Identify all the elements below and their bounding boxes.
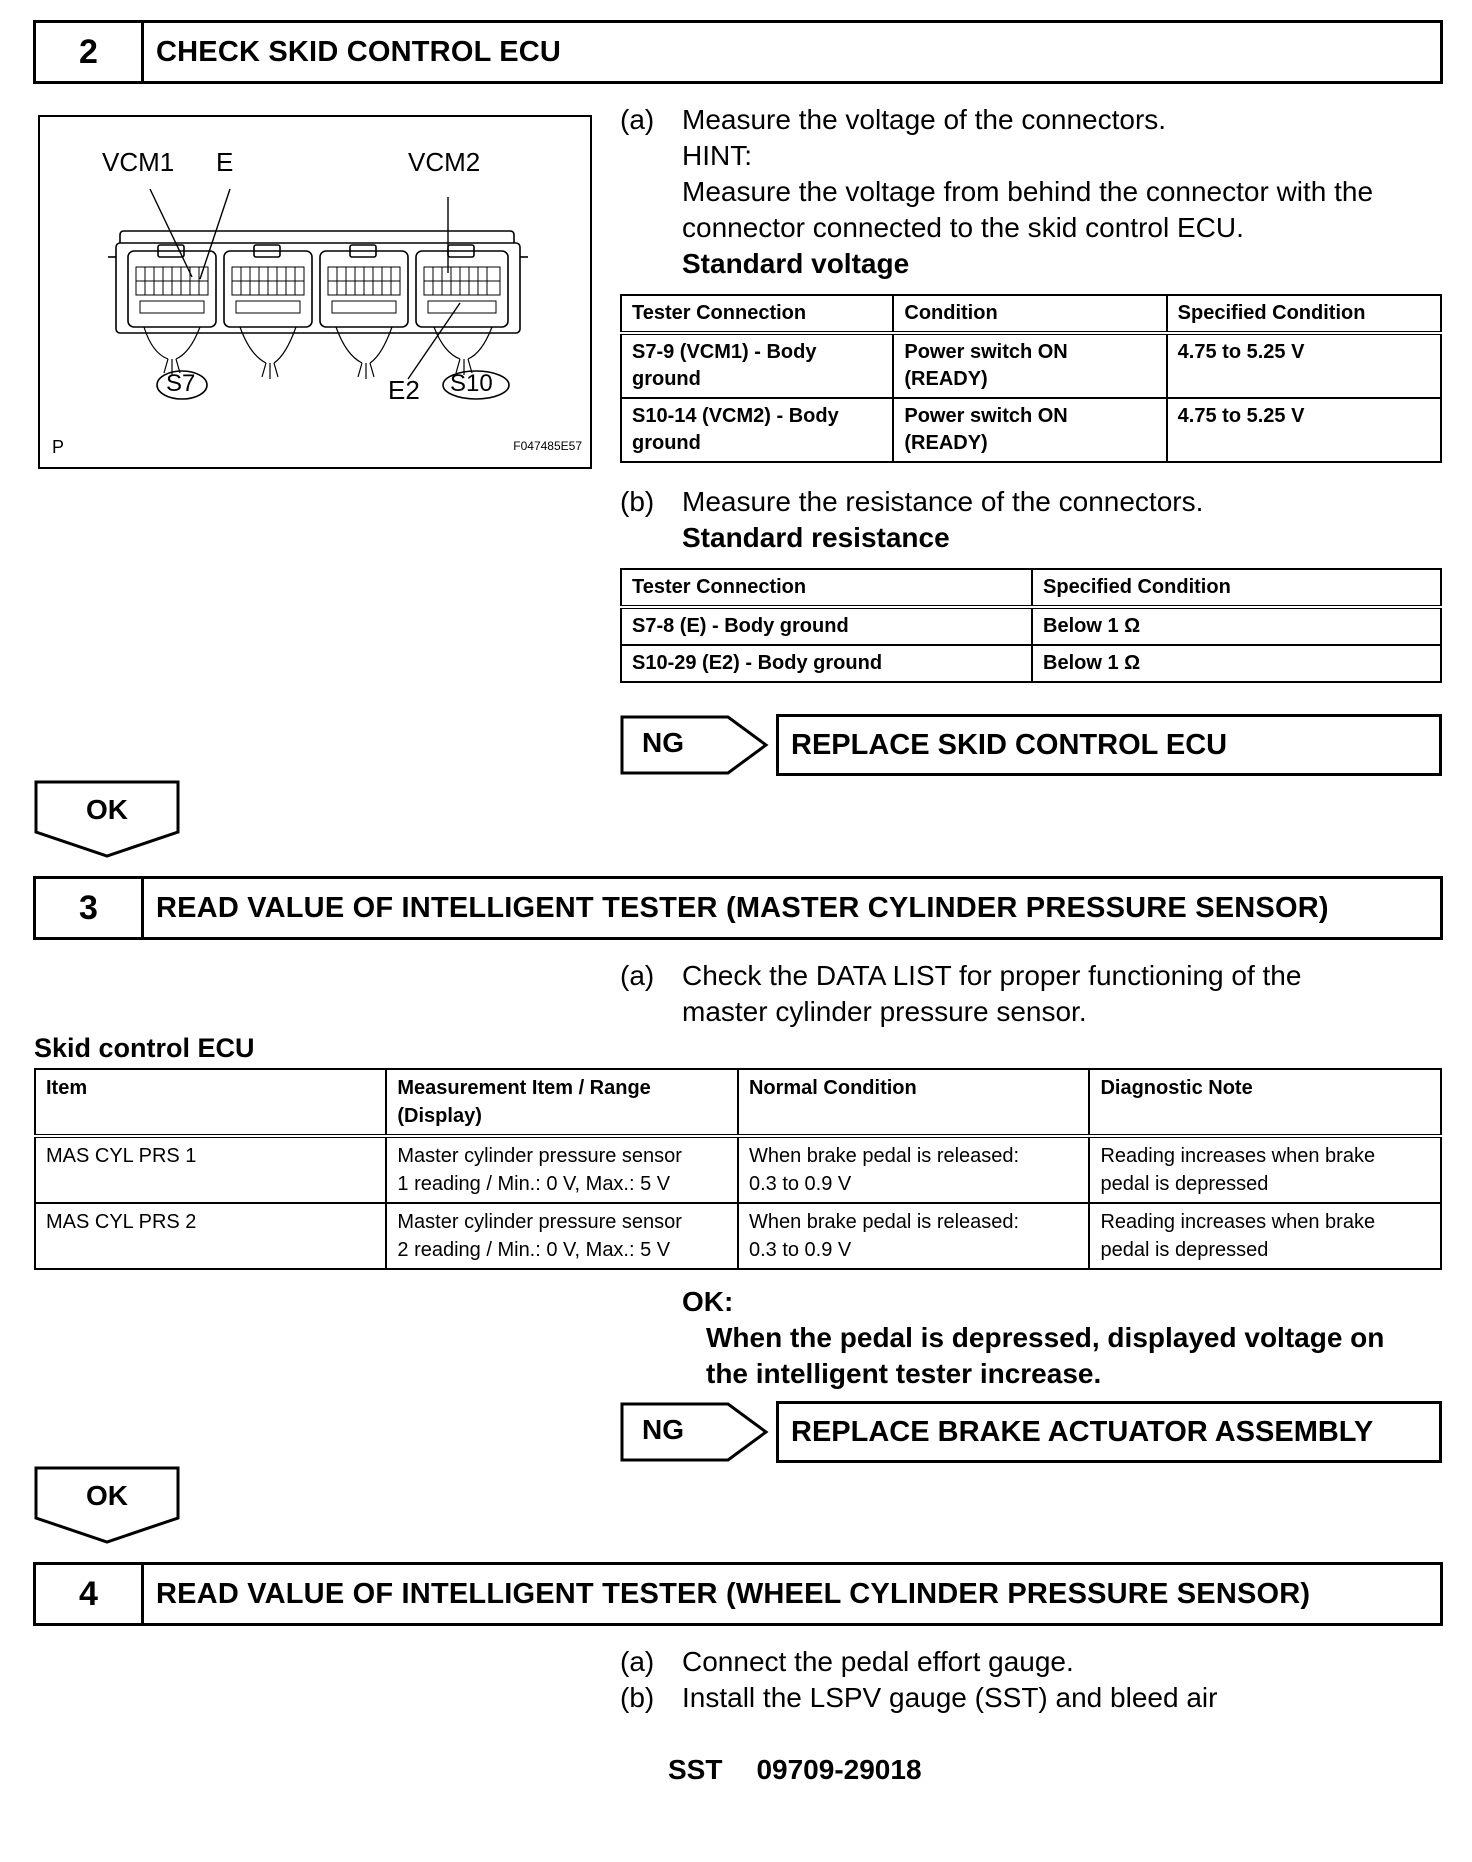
- cell: 0.3 to 0.9 V: [748, 1239, 852, 1261]
- cell: Power switch ON: [904, 341, 1068, 363]
- ok-indicator: [34, 780, 180, 858]
- table-row: [35, 1136, 1441, 1203]
- table-row: [621, 398, 1441, 462]
- cell: S7-8 (E) - Body ground: [621, 607, 1032, 645]
- voltage-table: [620, 294, 1442, 463]
- col-header: Normal Condition: [738, 1069, 1090, 1136]
- label-vcm1: VCM1: [102, 147, 175, 177]
- cell: Reading increases when brake: [1100, 1145, 1376, 1167]
- step2-b: [620, 484, 1203, 520]
- cell: 0.3 to 0.9 V: [748, 1173, 852, 1195]
- item-label: (b): [620, 1682, 655, 1713]
- col-header: Condition: [893, 295, 1166, 333]
- figure-code: F047485E57: [513, 439, 582, 453]
- col-header: Item: [35, 1069, 386, 1136]
- cell: pedal is depressed: [1100, 1239, 1269, 1261]
- table-caption: Skid control ECU: [34, 1033, 255, 1063]
- cell: 4.75 to 5.25 V: [1167, 333, 1441, 398]
- hint-line-1: Measure the voltage from behind the connector with the: [682, 176, 1374, 207]
- label-s7: S7: [166, 370, 196, 397]
- ok-heading: OK:: [682, 1286, 734, 1317]
- ok-line-2: the intelligent tester increase.: [706, 1358, 1102, 1389]
- cell: Below 1 Ω: [1032, 645, 1441, 682]
- step-title: CHECK SKID CONTROL ECU: [156, 35, 562, 68]
- cell: ground: [632, 432, 701, 454]
- item-label: (b): [620, 486, 655, 517]
- cell: S10-14 (VCM2) - Body: [632, 405, 839, 427]
- cell: When brake pedal is released:: [748, 1145, 1020, 1167]
- sst-label: SST: [668, 1754, 723, 1785]
- cell: Below 1 Ω: [1032, 607, 1441, 645]
- resistance-table: [620, 568, 1442, 683]
- step4-a: [620, 1644, 1074, 1680]
- step4-b: [620, 1680, 1217, 1716]
- standard-voltage-heading: Standard voltage: [682, 248, 910, 279]
- cell: 1 reading / Min.: 0 V, Max.: 5 V: [397, 1173, 671, 1195]
- standard-resistance-heading: Standard resistance: [682, 522, 950, 553]
- cell: S7-9 (VCM1) - Body: [632, 341, 817, 363]
- step-number: 2: [36, 23, 144, 81]
- cell: Master cylinder pressure sensor: [397, 1211, 682, 1233]
- cell: (READY): [904, 432, 988, 454]
- cell: S10-29 (E2) - Body ground: [621, 645, 1032, 682]
- step-title: READ VALUE OF INTELLIGENT TESTER (WHEEL CYLINDER PRESSURE SENSOR): [156, 1577, 1311, 1610]
- cell: pedal is depressed: [1100, 1173, 1269, 1195]
- data-list-table: [34, 1068, 1442, 1270]
- step4-b-text: Install the LSPV gauge (SST) and bleed air: [682, 1682, 1218, 1713]
- step-4-header: [33, 1562, 1443, 1626]
- sst-line: [668, 1752, 922, 1788]
- replace-brake-actuator-box: REPLACE BRAKE ACTUATOR ASSEMBLY: [776, 1401, 1442, 1463]
- label-corner: P: [52, 437, 65, 457]
- col-header: Specified Condition: [1167, 295, 1441, 333]
- step-3-header: [33, 876, 1443, 940]
- cell: Master cylinder pressure sensor: [397, 1145, 682, 1167]
- item-label: (a): [620, 1646, 655, 1677]
- ok-label: OK: [86, 794, 128, 825]
- cell: ground: [632, 368, 701, 390]
- table-row: [621, 333, 1441, 398]
- cell: 2 reading / Min.: 0 V, Max.: 5 V: [397, 1239, 671, 1261]
- col-header: Tester Connection: [621, 295, 893, 333]
- ok-label: OK: [86, 1480, 128, 1511]
- cell: MAS CYL PRS 1: [35, 1136, 386, 1203]
- col-header: Measurement Item / Range: [397, 1077, 651, 1099]
- label-e2: E2: [388, 375, 420, 405]
- step3-a-line2: master cylinder pressure sensor.: [682, 996, 1087, 1027]
- step2-b-text: Measure the resistance of the connectors.: [682, 486, 1204, 517]
- cell: MAS CYL PRS 2: [35, 1203, 386, 1269]
- ng-indicator: [620, 715, 770, 775]
- col-header: (Display): [397, 1105, 482, 1127]
- table-row: [621, 607, 1441, 645]
- cell: When brake pedal is released:: [748, 1211, 1020, 1233]
- table-row: [35, 1203, 1441, 1269]
- col-header: Diagnostic Note: [1089, 1069, 1441, 1136]
- step-number: 4: [36, 1565, 144, 1623]
- item-label: (a): [620, 104, 655, 135]
- step-number: 3: [36, 879, 144, 937]
- hint-label: HINT:: [682, 140, 752, 171]
- ng-label: NG: [642, 727, 684, 758]
- cell: (READY): [904, 368, 988, 390]
- step3-a-line1: Check the DATA LIST for proper functioning of the: [682, 960, 1302, 991]
- connector-illustration: [38, 115, 592, 469]
- replace-skid-ecu-box: REPLACE SKID CONTROL ECU: [776, 714, 1442, 776]
- label-vcm2: VCM2: [408, 147, 481, 177]
- col-header: Specified Condition: [1032, 569, 1441, 607]
- label-e: E: [216, 147, 234, 177]
- step-2-header: [33, 20, 1443, 84]
- cell: Reading increases when brake: [1100, 1211, 1376, 1233]
- label-s10: S10: [450, 370, 493, 397]
- sst-number: 09709-29018: [756, 1754, 922, 1785]
- item-label: (a): [620, 960, 655, 991]
- step4-a-text: Connect the pedal effort gauge.: [682, 1646, 1074, 1677]
- ok-line-1: When the pedal is depressed, displayed voltage on: [706, 1322, 1385, 1353]
- step3-a: [620, 958, 1301, 994]
- ok-indicator: [34, 1466, 180, 1544]
- step-title: READ VALUE OF INTELLIGENT TESTER (MASTER CYLINDER PRESSURE SENSOR): [156, 891, 1329, 924]
- col-header: Tester Connection: [621, 569, 1032, 607]
- cell: Power switch ON: [904, 405, 1068, 427]
- ng-label: NG: [642, 1414, 684, 1445]
- step2-a: [620, 102, 1166, 138]
- hint-line-2: connector connected to the skid control ECU.: [682, 212, 1244, 243]
- cell: 4.75 to 5.25 V: [1167, 398, 1441, 462]
- table-row: [621, 645, 1441, 682]
- step2-a-text: Measure the voltage of the connectors.: [682, 104, 1167, 135]
- ng-indicator: [620, 1402, 770, 1462]
